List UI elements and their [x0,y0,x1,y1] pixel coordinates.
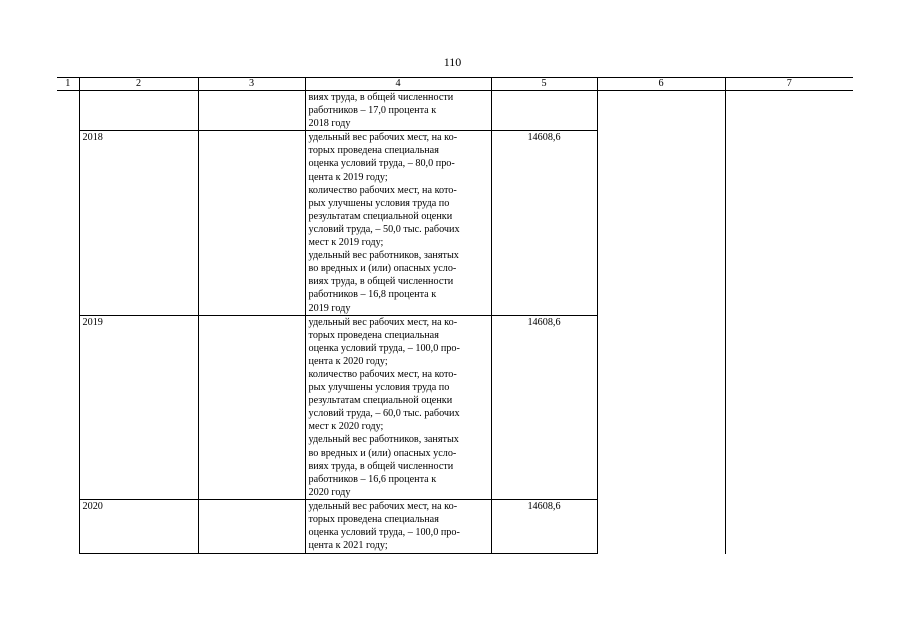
text-line: торых проведена специальная [308,145,439,157]
table-row [57,91,853,131]
text-line: удельный вес работников, занятых [308,250,459,262]
text-line: рых улучшены условия труда по [308,382,450,394]
column-header-5: 5 [491,78,597,91]
text-line: 2019 году [308,302,351,314]
text-line: во вредных и (или) опасных усло- [308,263,457,275]
amount-cell [491,91,597,131]
page-number: 110 [443,55,462,69]
column-3-cell [198,91,305,131]
text-line: мест к 2019 году; [308,237,384,249]
text-line: виях труда, в общей численности [308,276,454,288]
text-line: оценка условий труда, – 80,0 про- [308,158,455,170]
column-header-6: 6 [597,78,725,91]
text-line: удельный вес работников, занятых [308,434,459,446]
indicator-text-cell [305,499,491,552]
column-header-3: 3 [198,78,305,91]
column-header-1: 1 [57,78,79,91]
column-header-row [57,78,853,91]
text-line: работников – 16,6 процента к [308,473,437,485]
text-line: во вредных и (или) опасных усло- [308,447,457,459]
amount-cell: 14608,6 [491,315,597,499]
year-cell [79,91,198,131]
text-line: работников – 17,0 процента к [308,105,437,117]
text-line: цента к 2021 году; [308,540,388,552]
text-line: оценка условий труда, – 100,0 про- [308,527,460,539]
text-line: удельный вес рабочих мест, на ко- [308,316,458,328]
text-line: цента к 2019 году; [308,171,388,183]
text-line: удельный вес рабочих мест, на ко- [308,500,458,512]
text-line: торых проведена специальная [308,329,439,341]
program-table [57,77,853,554]
text-line: рых улучшены условия труда по [308,197,450,209]
column-3-cell [198,499,305,552]
year-cell: 2020 [79,499,198,552]
text-line: работников – 16,8 процента к [308,289,437,301]
column-1-cell [57,91,79,554]
year-cell: 2019 [79,315,198,499]
amount-cell: 14608,6 [491,131,597,315]
column-header-2: 2 [79,78,198,91]
column-3-cell [198,131,305,315]
column-3-cell [198,315,305,499]
year-cell: 2018 [79,131,198,315]
indicator-text-cell [305,315,491,499]
text-line: удельный вес рабочих мест, на ко- [308,132,458,144]
text-line: виях труда, в общей численности [308,460,454,472]
column-7-cell [725,91,853,554]
text-line: торых проведена специальная [308,514,439,525]
text-line: условий труда, – 50,0 тыс. рабочих [308,223,460,235]
text-line: виях труда, в общей численности [308,92,454,103]
text-line: условий труда, – 60,0 тыс. рабочих [308,408,460,420]
text-line: количество рабочих мест, на кото- [308,184,457,196]
text-line: 2020 году [308,486,351,498]
indicator-text-cell [305,131,491,315]
text-line: оценка условий труда, – 100,0 про- [308,342,460,354]
text-line: мест к 2020 году; [308,421,384,433]
column-header-4: 4 [305,78,491,91]
text-line: результатам специальной оценки [308,210,453,222]
column-header-7: 7 [725,78,853,91]
column-6-cell [597,91,725,554]
text-line: цента к 2020 году; [308,355,388,367]
text-line: количество рабочих мест, на кото- [308,368,457,380]
text-line: 2018 году [308,118,351,130]
text-line: результатам специальной оценки [308,395,453,407]
amount-cell: 14608,6 [491,499,597,552]
indicator-text-cell [305,91,491,131]
